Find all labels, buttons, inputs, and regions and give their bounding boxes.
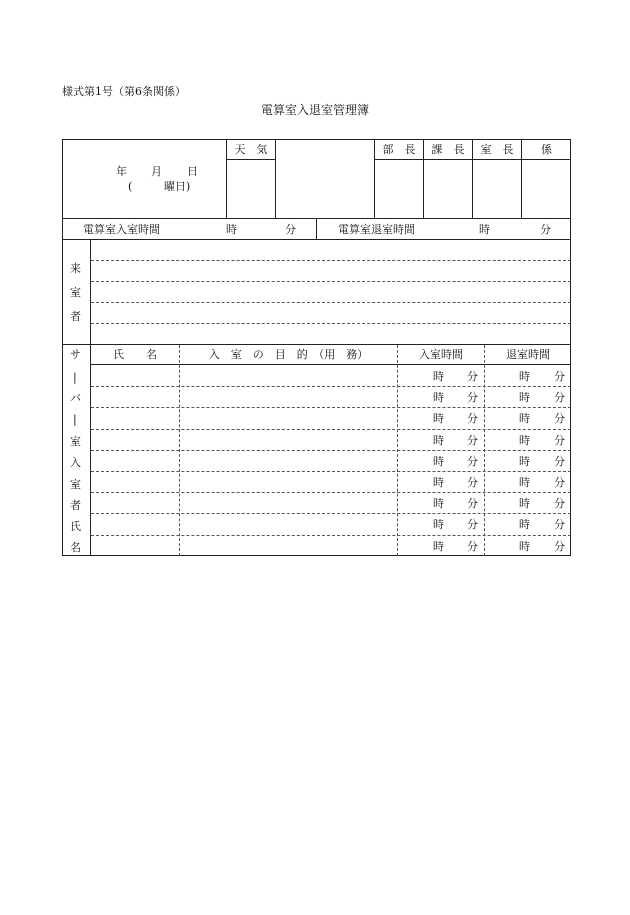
exit-hour-unit: 時 [519,412,530,426]
exit-minute-unit: 分 [554,433,565,447]
entry-minute-unit: 分 [467,370,478,383]
server-label-char-4: | [73,413,77,426]
approval-stamp-kacho[interactable] [424,160,472,218]
entry-minute-unit: 分 [467,391,478,405]
entry-hour-unit: 時 [433,497,444,511]
server-label-char-6: 入 [70,456,81,469]
entry-minute-unit: 分 [467,412,478,426]
exit-minute-unit: 分 [554,476,565,489]
name-cell[interactable] [91,450,179,470]
exit-hour-unit: 時 [519,518,530,532]
approval-label-bucho: 部 長 [382,143,416,156]
approval-stamp-shitsucho[interactable] [473,160,521,218]
exit-hour-unit: 時 [479,223,490,236]
visitor-label-1: 来 [70,262,81,275]
entry-time-label: 電算室入室時間 [83,223,160,236]
name-cell[interactable] [91,492,179,512]
approval-label-kakari: 係 [541,143,552,156]
visitor-label-2: 室 [70,286,81,299]
document-title: 電算室入退室管理簿 [260,103,369,117]
server-label-char-1: サ [70,348,81,361]
purpose-cell[interactable] [180,386,397,406]
exit-minute-unit: 分 [554,454,565,468]
name-cell[interactable] [91,365,179,385]
approval-stamp-kakari[interactable] [522,160,571,218]
date-weekday-open: ( [128,180,133,193]
entry-hour-unit: 時 [433,391,444,405]
purpose-cell[interactable] [180,450,397,470]
purpose-cell[interactable] [180,429,397,449]
name-cell[interactable] [91,471,179,491]
entry-hour-unit: 時 [433,518,444,532]
entry-hour-unit: 時 [433,539,444,553]
exit-hour-unit: 時 [519,454,530,468]
exit-minute-unit: 分 [540,223,551,236]
entry-hour-unit: 時 [226,223,237,236]
purpose-cell[interactable] [180,535,397,555]
weather-input[interactable] [227,160,275,218]
exit-hour-unit: 時 [519,497,530,511]
exit-time-label: 電算室退室時間 [338,223,415,236]
time-row-divider [316,218,317,240]
name-cell[interactable] [91,407,179,427]
server-col-purpose-header: 入 室 の 目 的 （用 務） [208,348,369,361]
server-col-entry-header: 入室時間 [419,348,463,361]
visitor-names-input[interactable] [91,240,571,344]
entry-hour-unit: 時 [433,433,444,447]
weather-right-border [275,139,276,218]
exit-minute-unit: 分 [554,391,565,405]
entry-hour-unit: 時 [433,476,444,489]
server-col-exit-header: 退室時間 [506,348,550,361]
form-number-label: 様式第1号（第6条関係） [62,85,186,98]
server-label-char-3: バ [70,392,81,405]
exit-minute-unit: 分 [554,539,565,553]
purpose-cell[interactable] [180,471,397,491]
exit-hour-unit: 時 [519,539,530,553]
exit-minute-unit: 分 [554,370,565,383]
server-label-char-10: 名 [70,541,81,554]
server-col-name-header: 氏 名 [113,348,157,361]
entry-minute-unit: 分 [467,497,478,511]
entry-minute-unit: 分 [285,223,296,236]
visitor-section-bottom [62,344,571,345]
date-year: 年 [116,165,127,178]
server-label-char-7: 室 [70,478,81,491]
name-cell[interactable] [91,429,179,449]
server-label-char-8: 者 [70,499,81,512]
date-month: 月 [151,165,162,178]
entry-minute-unit: 分 [467,454,478,468]
server-label-char-5: 室 [70,435,81,448]
date-weekday: 曜日) [164,180,191,193]
entry-hour-unit: 時 [433,412,444,426]
name-cell[interactable] [91,535,179,555]
entry-minute-unit: 分 [467,518,478,532]
exit-hour-unit: 時 [519,370,530,383]
entry-hour-unit: 時 [433,454,444,468]
purpose-cell[interactable] [180,407,397,427]
entry-minute-unit: 分 [467,476,478,489]
exit-minute-unit: 分 [554,412,565,426]
exit-minute-unit: 分 [554,518,565,532]
date-day: 日 [187,165,198,178]
purpose-cell[interactable] [180,513,397,533]
approval-label-kacho: 課 長 [431,143,465,156]
purpose-cell[interactable] [180,492,397,512]
name-cell[interactable] [91,513,179,533]
exit-hour-unit: 時 [519,391,530,405]
exit-minute-unit: 分 [554,497,565,511]
weather-label: 天 気 [234,143,268,156]
visitor-label-3: 者 [70,310,81,323]
exit-hour-unit: 時 [519,476,530,489]
entry-hour-unit: 時 [433,370,444,383]
exit-hour-unit: 時 [519,433,530,447]
purpose-cell[interactable] [180,365,397,385]
entry-minute-unit: 分 [467,539,478,553]
approval-stamp-bucho[interactable] [375,160,423,218]
server-label-char-2: | [73,371,77,384]
name-cell[interactable] [91,386,179,406]
entry-minute-unit: 分 [467,433,478,447]
server-label-char-9: 氏 [70,520,81,533]
approval-label-shitsucho: 室 長 [480,143,514,156]
